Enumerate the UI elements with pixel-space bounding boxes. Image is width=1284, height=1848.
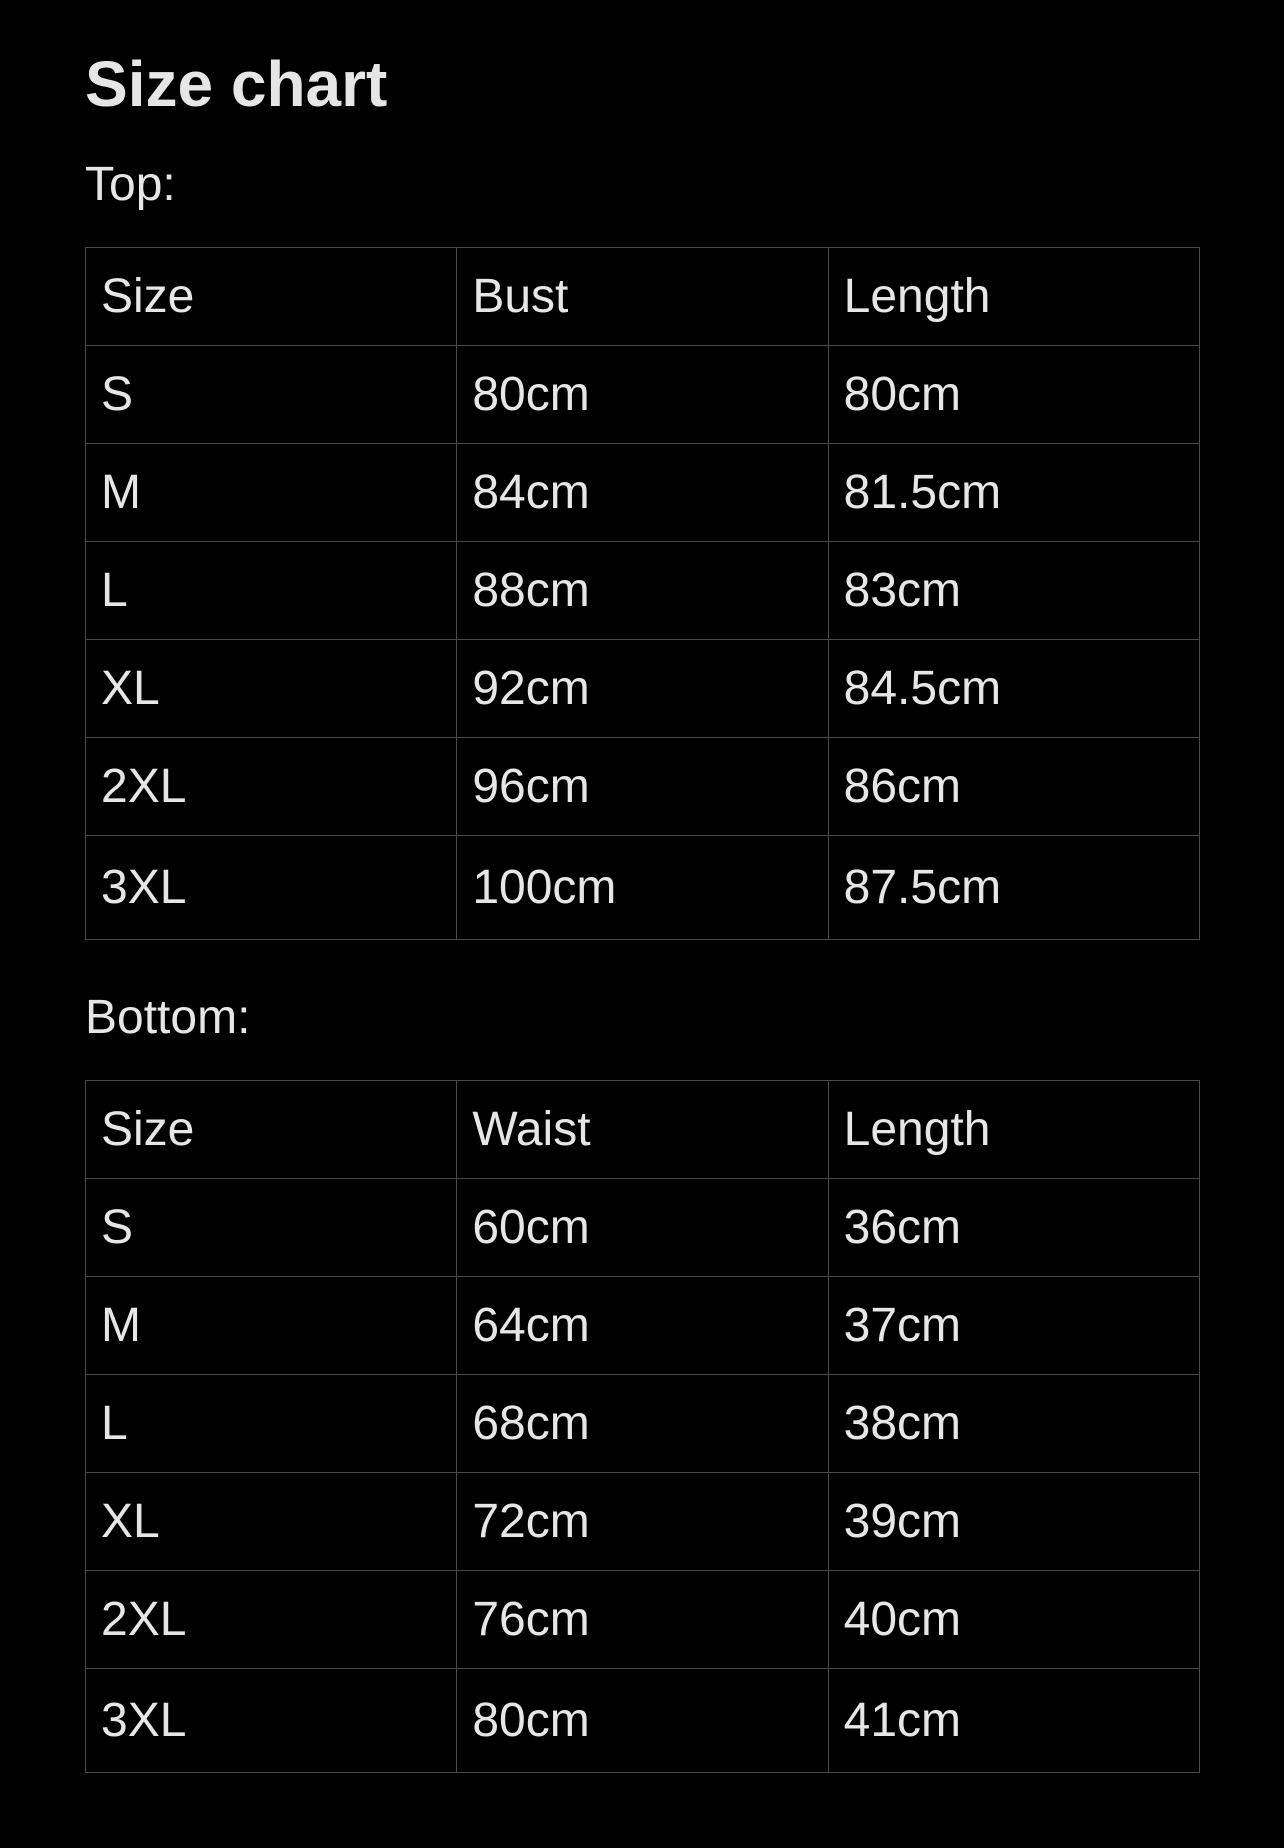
top-size-table xyxy=(85,247,1200,940)
top-section-label: Top: xyxy=(85,158,176,211)
table-row xyxy=(86,836,1200,940)
size-cell: 3XL xyxy=(86,836,457,940)
size-cell: S xyxy=(86,346,457,444)
page-title: Size chart xyxy=(85,48,388,120)
length-cell: 40cm xyxy=(828,1571,1199,1669)
size-cell: S xyxy=(86,1179,457,1277)
waist-cell: 60cm xyxy=(457,1179,828,1277)
length-cell: 80cm xyxy=(828,346,1199,444)
length-cell: 39cm xyxy=(828,1473,1199,1571)
length-cell: 86cm xyxy=(828,738,1199,836)
bottom-section-label: Bottom: xyxy=(85,991,251,1044)
header-cell-length: Length xyxy=(828,248,1199,346)
size-cell: XL xyxy=(86,640,457,738)
table-row xyxy=(86,346,1200,444)
size-cell: L xyxy=(86,542,457,640)
header-cell-bust: Bust xyxy=(457,248,828,346)
table-row xyxy=(86,1669,1200,1773)
length-cell: 38cm xyxy=(828,1375,1199,1473)
length-cell: 81.5cm xyxy=(828,444,1199,542)
size-cell: M xyxy=(86,1277,457,1375)
waist-cell: 76cm xyxy=(457,1571,828,1669)
table-row xyxy=(86,1571,1200,1669)
table-row xyxy=(86,738,1200,836)
length-cell: 36cm xyxy=(828,1179,1199,1277)
waist-cell: 80cm xyxy=(457,1669,828,1773)
bust-cell: 96cm xyxy=(457,738,828,836)
size-cell: XL xyxy=(86,1473,457,1571)
bust-cell: 92cm xyxy=(457,640,828,738)
header-cell-size: Size xyxy=(86,1081,457,1179)
bust-cell: 88cm xyxy=(457,542,828,640)
header-cell-length: Length xyxy=(828,1081,1199,1179)
waist-cell: 72cm xyxy=(457,1473,828,1571)
table-row xyxy=(86,1277,1200,1375)
size-cell: 2XL xyxy=(86,1571,457,1669)
table-row xyxy=(86,1473,1200,1571)
bust-cell: 100cm xyxy=(457,836,828,940)
header-cell-waist: Waist xyxy=(457,1081,828,1179)
table-header-row xyxy=(86,1081,1200,1179)
table-row xyxy=(86,444,1200,542)
table-header-row xyxy=(86,248,1200,346)
size-cell: 3XL xyxy=(86,1669,457,1773)
size-cell: L xyxy=(86,1375,457,1473)
length-cell: 87.5cm xyxy=(828,836,1199,940)
length-cell: 83cm xyxy=(828,542,1199,640)
header-cell-size: Size xyxy=(86,248,457,346)
waist-cell: 64cm xyxy=(457,1277,828,1375)
waist-cell: 68cm xyxy=(457,1375,828,1473)
table-row xyxy=(86,640,1200,738)
size-cell: M xyxy=(86,444,457,542)
length-cell: 84.5cm xyxy=(828,640,1199,738)
length-cell: 41cm xyxy=(828,1669,1199,1773)
bust-cell: 84cm xyxy=(457,444,828,542)
length-cell: 37cm xyxy=(828,1277,1199,1375)
bust-cell: 80cm xyxy=(457,346,828,444)
table-row xyxy=(86,542,1200,640)
table-row xyxy=(86,1179,1200,1277)
bottom-size-table xyxy=(85,1080,1200,1773)
size-cell: 2XL xyxy=(86,738,457,836)
table-row xyxy=(86,1375,1200,1473)
